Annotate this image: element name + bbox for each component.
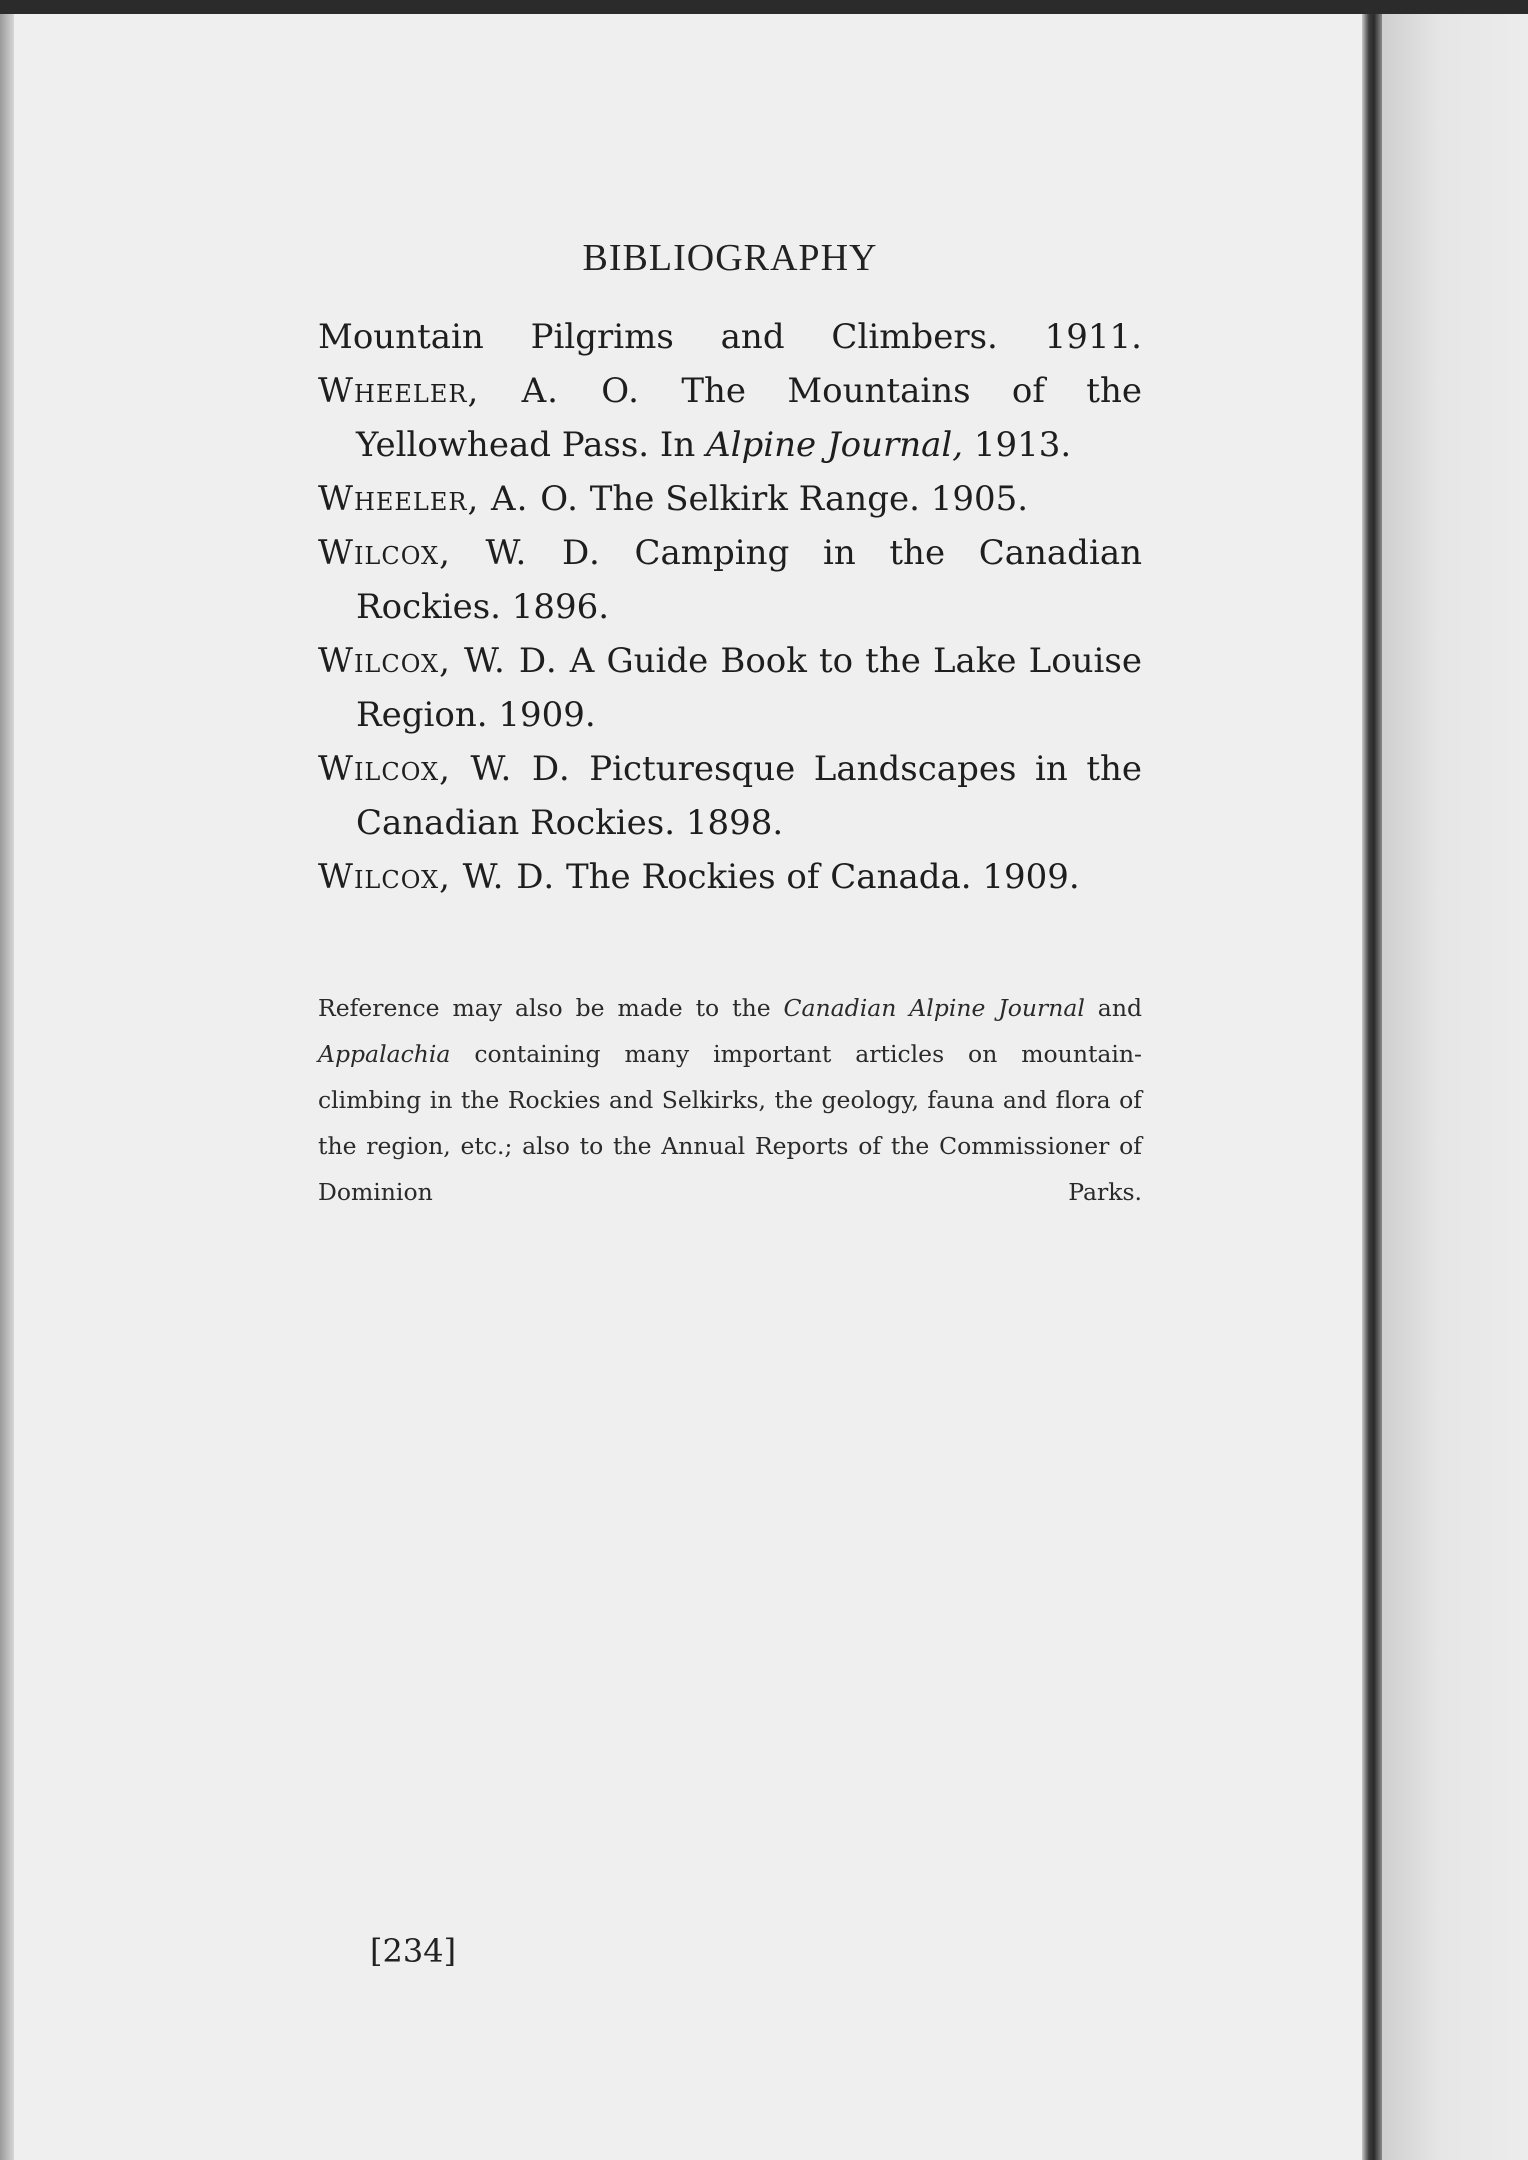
entry-text: Mountain Pilgrims and Climbers. 1911.	[318, 317, 1142, 357]
note-text: and	[1084, 994, 1142, 1022]
note-journal-title: Appalachia	[318, 1040, 451, 1068]
entry-text: A Guide Book to the Lake Louise Region. 1909.	[356, 641, 1143, 735]
bibliography-entry	[318, 850, 1142, 904]
note-text: containing many important articles on mountain-climbing in the Rockies and Selkirks, the geology, fauna and flora of the region, etc.; also to the Annual Reports of the Commissioner of Dominion Parks.	[318, 1040, 1142, 1206]
entry-author: Wilcox, W. D.	[318, 749, 571, 789]
entry-author: Wilcox, W. D.	[318, 533, 601, 573]
scan-left-edge	[0, 14, 14, 2160]
note-journal-title: Canadian Alpine Journal	[783, 994, 1085, 1022]
entry-text: Picturesque Landscapes in the Canadian Rockies. 1898.	[356, 749, 1142, 843]
note-text: Reference may also be made to the	[318, 994, 784, 1022]
page-title: BIBLIOGRAPHY	[582, 237, 878, 279]
entry-author: Wheeler, A. O.	[318, 371, 640, 411]
bibliography-entry	[318, 364, 1142, 472]
book-spine	[1362, 14, 1382, 2160]
entry-text: The Selkirk Range. 1905.	[578, 479, 1029, 519]
entry-text: Camping in the Canadian Rockies. 1896.	[356, 533, 1142, 627]
scan-top-edge	[0, 0, 1528, 14]
bibliography-entry	[318, 310, 1142, 364]
bibliography-entry	[318, 472, 1142, 526]
bibliography-entry	[318, 742, 1142, 850]
entry-journal: Alpine Journal,	[706, 425, 964, 465]
entry-text: 1913.	[963, 425, 1072, 465]
entry-text: The Mountains of the Yellowhead Pass. In	[356, 371, 1142, 465]
reference-note	[318, 985, 1142, 1215]
entry-author: Wilcox, W. D.	[318, 857, 556, 897]
page-number: [234]	[370, 1932, 457, 1970]
bibliography-entry	[318, 634, 1142, 742]
adjacent-page-edge	[1382, 14, 1528, 2160]
entry-author: Wilcox, W. D.	[318, 641, 558, 681]
bibliography-entry	[318, 526, 1142, 634]
bibliography-list	[318, 310, 1142, 904]
entry-author: Wheeler, A. O.	[318, 479, 579, 519]
entry-text: The Rockies of Canada. 1909.	[555, 857, 1080, 897]
